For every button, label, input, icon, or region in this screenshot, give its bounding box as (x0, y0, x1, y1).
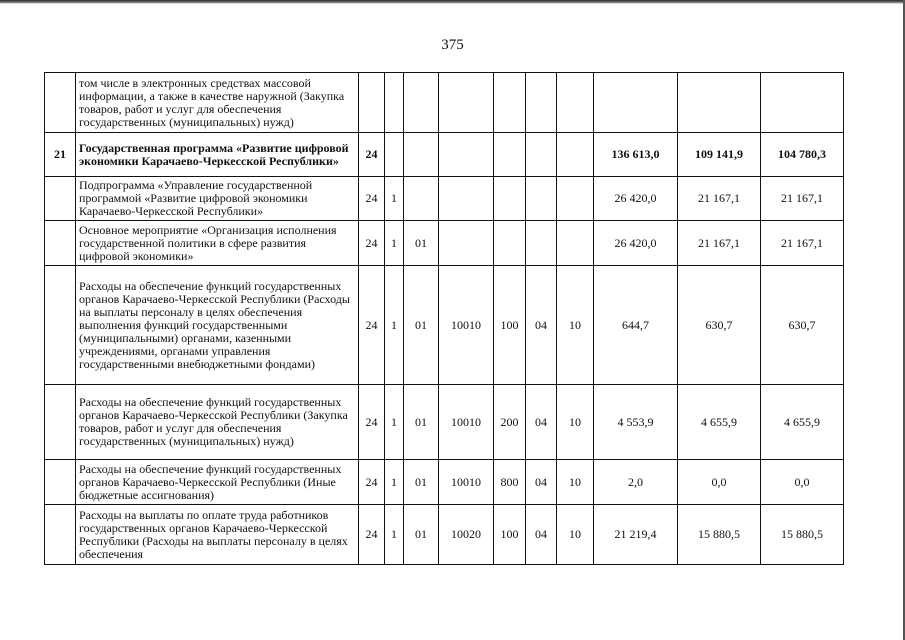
row-number-cell (45, 221, 76, 266)
code-cell-2 (385, 133, 404, 177)
code-cell-2: 1 (385, 385, 404, 460)
amount-cell-1: 4 553,9 (594, 385, 678, 460)
code-cell-4 (439, 221, 494, 266)
table-row (45, 177, 844, 221)
amount-cell-1: 2,0 (594, 460, 678, 505)
code-cell-2: 1 (385, 221, 404, 266)
code-cell-5 (494, 133, 526, 177)
amount-cell-3: 630,7 (761, 266, 844, 385)
code-cell-2: 1 (385, 460, 404, 505)
amount-cell-2: 15 880,5 (678, 505, 761, 565)
code-cell-3: 01 (404, 385, 439, 460)
code-cell-6 (526, 73, 557, 133)
code-cell-7 (557, 73, 594, 133)
amount-cell-3: 21 167,1 (761, 177, 844, 221)
table-row (45, 385, 844, 460)
amount-cell-1: 644,7 (594, 266, 678, 385)
code-cell-6 (526, 177, 557, 221)
expense-name-cell: Расходы на обеспечение функций государственных органов Карачаево-Черкесской Республики (Расходы на выплаты персоналу в целях обеспечения выполнения функций государственными (муниципальными) органами, казенными учреждениями, органами управления государственными внебюджетными фондами) (76, 266, 359, 385)
scan-top-edge (0, 0, 905, 4)
code-cell-1 (359, 73, 385, 133)
amount-cell-3: 104 780,3 (761, 133, 844, 177)
code-cell-6 (526, 133, 557, 177)
code-cell-6: 04 (526, 385, 557, 460)
row-number-cell (45, 460, 76, 505)
table-row (45, 266, 844, 385)
table-row (45, 133, 844, 177)
code-cell-5 (494, 177, 526, 221)
row-number-cell (45, 177, 76, 221)
code-cell-4: 10010 (439, 460, 494, 505)
table-row (45, 505, 844, 565)
code-cell-6: 04 (526, 505, 557, 565)
code-cell-3: 01 (404, 460, 439, 505)
code-cell-7: 10 (557, 266, 594, 385)
code-cell-6: 04 (526, 460, 557, 505)
code-cell-6 (526, 221, 557, 266)
code-cell-7 (557, 133, 594, 177)
expense-name-cell: том числе в электронных средствах массовой информации, а также в качестве наружной (Закупка товаров, работ и услуг для обеспечения государственных (муниципальных) нужд) (76, 73, 359, 133)
amount-cell-3: 0,0 (761, 460, 844, 505)
code-cell-4: 10010 (439, 385, 494, 460)
code-cell-2 (385, 73, 404, 133)
code-cell-1: 24 (359, 266, 385, 385)
code-cell-4: 10020 (439, 505, 494, 565)
expense-name-cell: Расходы на выплаты по оплате труда работников государственных органов Карачаево-Черкесской Республики (Расходы на выплаты персоналу в целях обеспечения (76, 505, 359, 565)
code-cell-2: 1 (385, 177, 404, 221)
amount-cell-1: 136 613,0 (594, 133, 678, 177)
expense-name-cell: Расходы на обеспечение функций государственных органов Карачаево-Черкесской Республики (Иные бюджетные ассигнования) (76, 460, 359, 505)
amount-cell-1: 26 420,0 (594, 177, 678, 221)
amount-cell-1: 21 219,4 (594, 505, 678, 565)
amount-cell-2: 630,7 (678, 266, 761, 385)
code-cell-4 (439, 73, 494, 133)
row-number-cell (45, 73, 76, 133)
expense-name-cell: Расходы на обеспечение функций государственных органов Карачаево-Черкесской Республики (Закупка товаров, работ и услуг для обеспечения государственных (муниципальных) нужд) (76, 385, 359, 460)
table-row (45, 221, 844, 266)
code-cell-7 (557, 221, 594, 266)
code-cell-3: 01 (404, 505, 439, 565)
amount-cell-2: 21 167,1 (678, 221, 761, 266)
page-number: 375 (441, 37, 464, 53)
code-cell-7 (557, 177, 594, 221)
table-body (45, 73, 844, 565)
amount-cell-1: 26 420,0 (594, 221, 678, 266)
budget-table (44, 72, 844, 565)
expense-name-cell: Государственная программа «Развитие цифровой экономики Карачаево-Черкесской Республики» (76, 133, 359, 177)
code-cell-1: 24 (359, 221, 385, 266)
amount-cell-3: 15 880,5 (761, 505, 844, 565)
code-cell-5: 200 (494, 385, 526, 460)
code-cell-5: 800 (494, 460, 526, 505)
table-row (45, 73, 844, 133)
row-number-cell (45, 385, 76, 460)
code-cell-1: 24 (359, 385, 385, 460)
code-cell-3 (404, 73, 439, 133)
amount-cell-2: 0,0 (678, 460, 761, 505)
code-cell-1: 24 (359, 133, 385, 177)
code-cell-1: 24 (359, 460, 385, 505)
code-cell-4: 10010 (439, 266, 494, 385)
code-cell-7: 10 (557, 385, 594, 460)
code-cell-7: 10 (557, 505, 594, 565)
code-cell-5: 100 (494, 266, 526, 385)
code-cell-3 (404, 133, 439, 177)
code-cell-3 (404, 177, 439, 221)
amount-cell-3 (761, 73, 844, 133)
row-number-cell (45, 505, 76, 565)
code-cell-2: 1 (385, 266, 404, 385)
amount-cell-2: 109 141,9 (678, 133, 761, 177)
amount-cell-1 (594, 73, 678, 133)
code-cell-3: 01 (404, 266, 439, 385)
amount-cell-2: 4 655,9 (678, 385, 761, 460)
amount-cell-2 (678, 73, 761, 133)
amount-cell-3: 21 167,1 (761, 221, 844, 266)
code-cell-3: 01 (404, 221, 439, 266)
table-row (45, 460, 844, 505)
code-cell-1: 24 (359, 505, 385, 565)
code-cell-5 (494, 221, 526, 266)
code-cell-6: 04 (526, 266, 557, 385)
code-cell-5 (494, 73, 526, 133)
code-cell-2: 1 (385, 505, 404, 565)
code-cell-4 (439, 133, 494, 177)
row-number-cell (45, 266, 76, 385)
code-cell-4 (439, 177, 494, 221)
amount-cell-3: 4 655,9 (761, 385, 844, 460)
expense-name-cell: Подпрограмма «Управление государственной программой «Развитие цифровой экономики Карачаево-Черкесской Республики» (76, 177, 359, 221)
amount-cell-2: 21 167,1 (678, 177, 761, 221)
code-cell-5: 100 (494, 505, 526, 565)
row-number-cell: 21 (45, 133, 76, 177)
expense-name-cell: Основное мероприятие «Организация исполнения государственной политики в сфере развития цифровой экономики» (76, 221, 359, 266)
code-cell-1: 24 (359, 177, 385, 221)
code-cell-7: 10 (557, 460, 594, 505)
